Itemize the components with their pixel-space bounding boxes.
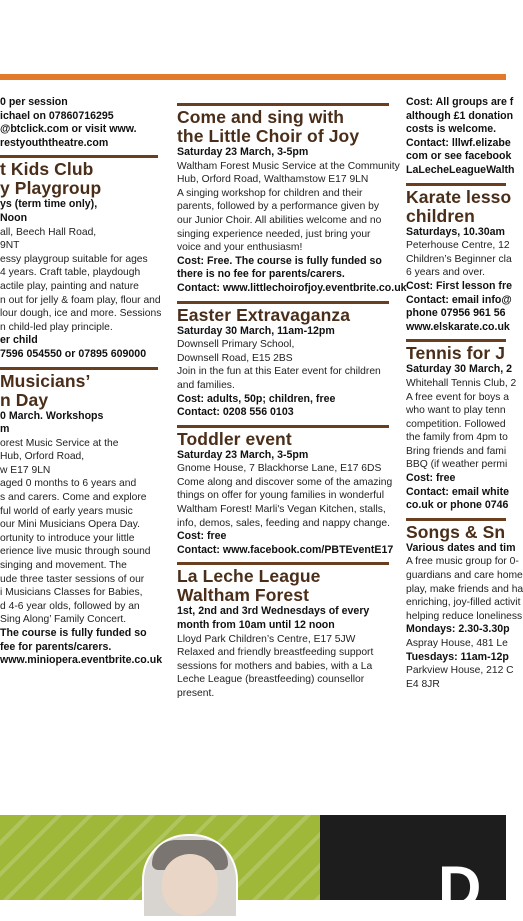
listing-text-line: Gnome House, 7 Blackhorse Lane, E17 6DS bbox=[177, 463, 382, 475]
listing-text-line: Various dates and tim bbox=[406, 541, 516, 554]
listing-songs-and-smiles bbox=[406, 521, 523, 692]
listing-text-line: who want to play tenn bbox=[406, 405, 506, 417]
listing-title bbox=[406, 186, 512, 226]
listing-text-line: @btclick.com or visit www. bbox=[0, 123, 137, 136]
listing-title-line: t Kids Club bbox=[0, 159, 94, 180]
listing-text-line: d 4-6 year olds, followed by an bbox=[0, 600, 140, 612]
listing-text-line: Leche League (breastfeeding) counsellor bbox=[177, 674, 365, 686]
listing-text-line: Contact: email white bbox=[406, 485, 510, 498]
listing-title-line: Toddler event bbox=[177, 428, 292, 449]
listing-text-line: voice and your enthusiasm! bbox=[177, 242, 303, 254]
listing-title bbox=[177, 430, 389, 449]
listing-text-line: Children’s Beginner cla bbox=[406, 253, 512, 265]
listing-text-line: co.uk or phone 0746 bbox=[406, 499, 509, 512]
column-middle bbox=[177, 96, 407, 701]
listing-text-line: ys (term time only), bbox=[0, 198, 98, 211]
listing-text-line: Relaxed and friendly breastfeeding support bbox=[177, 647, 374, 659]
listing-text-line: Downsell Primary School, bbox=[177, 339, 295, 351]
listing-tennis bbox=[406, 343, 517, 513]
listing-text-line: Lloyd Park Children’s Centre, E17 5JW bbox=[177, 633, 356, 645]
listing-text-line: Bring friends and fami bbox=[406, 445, 507, 457]
listing-text-line: Parkview House, 212 C bbox=[406, 665, 514, 677]
listing-text-line: i Musicians Classes for Babies, bbox=[0, 587, 143, 599]
listing-text-line: 4 years. Craft table, playdough bbox=[0, 267, 141, 279]
listing-text-line: our Mini Musicians Opera Day. bbox=[0, 519, 141, 531]
listing-text-line: actile play, painting and nature bbox=[0, 280, 139, 292]
listing-title-line: y Playgroup bbox=[0, 178, 102, 199]
listing-title bbox=[0, 160, 158, 198]
listing-text-line: Mondays: 2.30-3.30p bbox=[406, 623, 510, 636]
listing-mini-musicians bbox=[0, 370, 163, 668]
listing-text-line: A free event for boys a bbox=[406, 391, 510, 403]
listing-text-line: w E17 9LN bbox=[0, 464, 51, 476]
listing-text-line: guardians and care home bbox=[406, 570, 523, 582]
section-divider bbox=[177, 103, 389, 106]
column-left bbox=[0, 96, 163, 668]
listing-text-line: although £1 donation bbox=[406, 109, 514, 122]
previous-listing-tail bbox=[0, 96, 158, 150]
listing-kids-club bbox=[0, 159, 162, 361]
listing-title-line: children bbox=[406, 205, 475, 226]
listing-text-line: Cost: Free. The course is fully funded so bbox=[177, 254, 382, 267]
section-divider bbox=[0, 367, 158, 370]
listing-text-line: and families. bbox=[177, 379, 235, 391]
listing-text-line: Saturday 30 March, 2 bbox=[406, 363, 512, 376]
listing-text-line: things on offer for young families in wonderful bbox=[177, 490, 385, 502]
listing-text-line: enriching, joy-filled activit bbox=[406, 597, 521, 609]
listing-title-line: La Leche League bbox=[177, 566, 321, 587]
section-divider bbox=[0, 155, 158, 158]
person-photo bbox=[142, 834, 238, 918]
listing-text-line: Cost: adults, 50p; children, free bbox=[177, 392, 336, 405]
listing-text-line: Saturday 23 March, 3-5pm bbox=[177, 146, 309, 158]
listing-text-line: s and carers. Come and explore bbox=[0, 492, 147, 504]
listing-text-line: erience live music through sound bbox=[0, 546, 151, 558]
listing-text-line: ortunity to introduce your little bbox=[0, 532, 135, 544]
listing-text-line: Cost: First lesson fre bbox=[406, 279, 512, 292]
listing-title-line: Musicians’ bbox=[0, 370, 91, 391]
listing-easter-extravaganza bbox=[177, 306, 389, 420]
listing-text-line: Whitehall Tennis Club, 2 bbox=[406, 377, 517, 389]
listing-text-line: the family from 4pm to bbox=[406, 432, 508, 444]
listing-text-line: Contact: 0208 556 0103 bbox=[177, 406, 294, 419]
listing-text-line: 7596 054550 or 07895 609000 bbox=[0, 347, 147, 360]
listing-title bbox=[177, 108, 389, 146]
listing-text-line: costs is welcome. bbox=[406, 123, 497, 136]
listing-text-line: Contact: lllwf.elizabe bbox=[406, 136, 511, 149]
listing-text-line: Noon bbox=[0, 211, 28, 224]
listing-text-line: present. bbox=[177, 688, 215, 699]
listing-text-line: phone 07956 961 56 bbox=[406, 307, 506, 320]
previous-listing-tail bbox=[406, 96, 515, 178]
listing-text-line: ude three taster sessions of our bbox=[0, 573, 145, 585]
listing-text-line: Hub, Orford Road, bbox=[0, 451, 85, 463]
section-divider bbox=[177, 301, 389, 304]
section-divider bbox=[177, 425, 389, 428]
listing-text-line: www.miniopera.eventbrite.co.uk bbox=[0, 654, 163, 667]
listing-text-line: 9NT bbox=[0, 240, 20, 252]
listing-text-line: m bbox=[0, 423, 10, 436]
listing-la-leche-league bbox=[177, 567, 389, 700]
listing-karate-lessons bbox=[406, 186, 512, 335]
listing-text-line: orest Music Service at the bbox=[0, 437, 119, 449]
listing-text-line: 6 years and over. bbox=[406, 267, 485, 279]
listing-text-line: Come along and discover some of the amazing bbox=[177, 476, 393, 488]
listing-title-line: n Day bbox=[0, 389, 49, 410]
listing-text-line: competition. Followed bbox=[406, 418, 506, 430]
listing-title-line: Come and sing with bbox=[177, 107, 345, 127]
listing-text-line: Peterhouse Centre, 12 bbox=[406, 240, 510, 252]
listing-text-line: A singing workshop for children and their bbox=[177, 187, 363, 199]
section-divider bbox=[177, 562, 389, 565]
listing-title bbox=[0, 372, 158, 410]
listing-text-line: Cost: free bbox=[177, 530, 227, 543]
listing-text-line: aged 0 months to 6 years and bbox=[0, 478, 137, 490]
listing-title bbox=[406, 344, 506, 363]
listing-title-line: Songs & Sn bbox=[406, 521, 506, 542]
listing-text-line: 0 March. Workshops bbox=[0, 409, 104, 422]
listing-text-line: Sing Along’ Family Concert. bbox=[0, 614, 127, 626]
section-divider bbox=[406, 183, 506, 186]
listing-text-line: there is no fee for parents/carers. bbox=[177, 268, 345, 281]
orange-header-rule bbox=[0, 74, 506, 80]
listing-title-line: the Little Choir of Joy bbox=[177, 126, 360, 146]
listing-text-line: E4 8JR bbox=[406, 678, 440, 690]
listing-text-line: info, demos, sales, feeding and nappy change. bbox=[177, 517, 390, 529]
listing-text-line: Contact: www.littlechoirofjoy.eventbrite.co.uk bbox=[177, 281, 407, 294]
listing-text-line: singing experience needed, just bring your bbox=[177, 228, 371, 240]
listing-text-line: fee for parents/carers. bbox=[0, 640, 112, 653]
listing-text-line: ichael on 07860716295 bbox=[0, 109, 114, 122]
listing-text-line: BBQ (if weather permi bbox=[406, 459, 508, 471]
listing-text-line: www.elskarate.co.uk bbox=[406, 320, 510, 333]
banner-letter: D bbox=[438, 854, 482, 921]
listing-text-line: helping reduce loneliness bbox=[406, 610, 523, 622]
listing-text-line: lour dough, ice and more. Sessions bbox=[0, 308, 162, 320]
listing-text-line: singing and movement. The bbox=[0, 560, 127, 572]
listing-text-line: Aspray House, 481 Le bbox=[406, 638, 508, 649]
listing-text-line: Cost: All groups are f bbox=[406, 96, 514, 108]
listing-title-line: Tennis for J bbox=[406, 343, 506, 364]
listing-text-line: Saturday 23 March, 3-5pm bbox=[177, 448, 309, 461]
listing-text-line: month from 10am until 12 noon bbox=[177, 619, 335, 632]
listing-text-line: Cost: free bbox=[406, 472, 456, 485]
listing-text-line: Hub, Orford Road, Walthamstow E17 9LN bbox=[177, 174, 369, 186]
listing-title-line: Karate lesso bbox=[406, 186, 512, 207]
listing-title bbox=[406, 523, 506, 542]
listing-text-line: A free music group for 0- bbox=[406, 556, 519, 568]
listing-text-line: 1st, 2nd and 3rd Wednesdays of every bbox=[177, 605, 370, 618]
listing-text-line: n out for jelly & foam play, flour and bbox=[0, 294, 161, 306]
listing-title bbox=[177, 306, 389, 325]
listing-text-line: sessions for mothers and babies, with a La bbox=[177, 660, 373, 672]
listing-text-line: all, Beech Hall Road, bbox=[0, 226, 97, 238]
listing-text-line: Saturdays, 10.30am bbox=[406, 225, 505, 238]
listing-text-line: Waltham Forest Music Service at the Community bbox=[177, 160, 400, 172]
listing-toddler-event bbox=[177, 428, 394, 558]
listing-title-line: Waltham Forest bbox=[177, 585, 310, 606]
column-right bbox=[406, 96, 523, 691]
listing-text-line: er child bbox=[0, 334, 38, 347]
section-divider bbox=[406, 518, 506, 521]
listing-little-choir-of-joy bbox=[177, 107, 407, 296]
listing-text-line: Contact: email info@ bbox=[406, 293, 512, 306]
listing-text-line: play, make friends and ha bbox=[406, 583, 523, 595]
listing-text-line: parents, followed by a performance given by bbox=[177, 201, 380, 213]
listing-title bbox=[177, 567, 389, 605]
listing-text-line: The course is fully funded so bbox=[0, 627, 147, 639]
listing-text-line: com or see facebook bbox=[406, 150, 512, 163]
listing-text-line: restyouththeatre.com bbox=[0, 136, 109, 149]
listing-text-line: n child-led play principle. bbox=[0, 321, 113, 333]
listing-text-line: Tuesdays: 11am-12p bbox=[406, 650, 509, 663]
listing-text-line: essy playgroup suitable for ages bbox=[0, 253, 148, 265]
listing-text-line: Saturday 30 March, 11am-12pm bbox=[177, 324, 335, 337]
section-divider bbox=[406, 339, 506, 342]
listing-text-line: LaLecheLeagueWalth bbox=[406, 163, 515, 176]
listing-title-line: Easter Extravaganza bbox=[177, 304, 351, 325]
listing-text-line: Waltham Forest! Marli's Vegan Kitchen, stalls, bbox=[177, 504, 386, 516]
listing-text-line: Contact: www.facebook.com/PBTEventE17 bbox=[177, 543, 394, 556]
listing-text-line: Join in the fun at this Eater event for children bbox=[177, 366, 381, 378]
listing-text-line: 0 per session bbox=[0, 96, 68, 108]
listing-text-line: Downsell Road, E15 2BS bbox=[177, 352, 293, 364]
listing-text-line: ful world of early years music bbox=[0, 505, 133, 517]
listing-text-line: our Junior Choir. All abilities welcome and no bbox=[177, 214, 382, 226]
